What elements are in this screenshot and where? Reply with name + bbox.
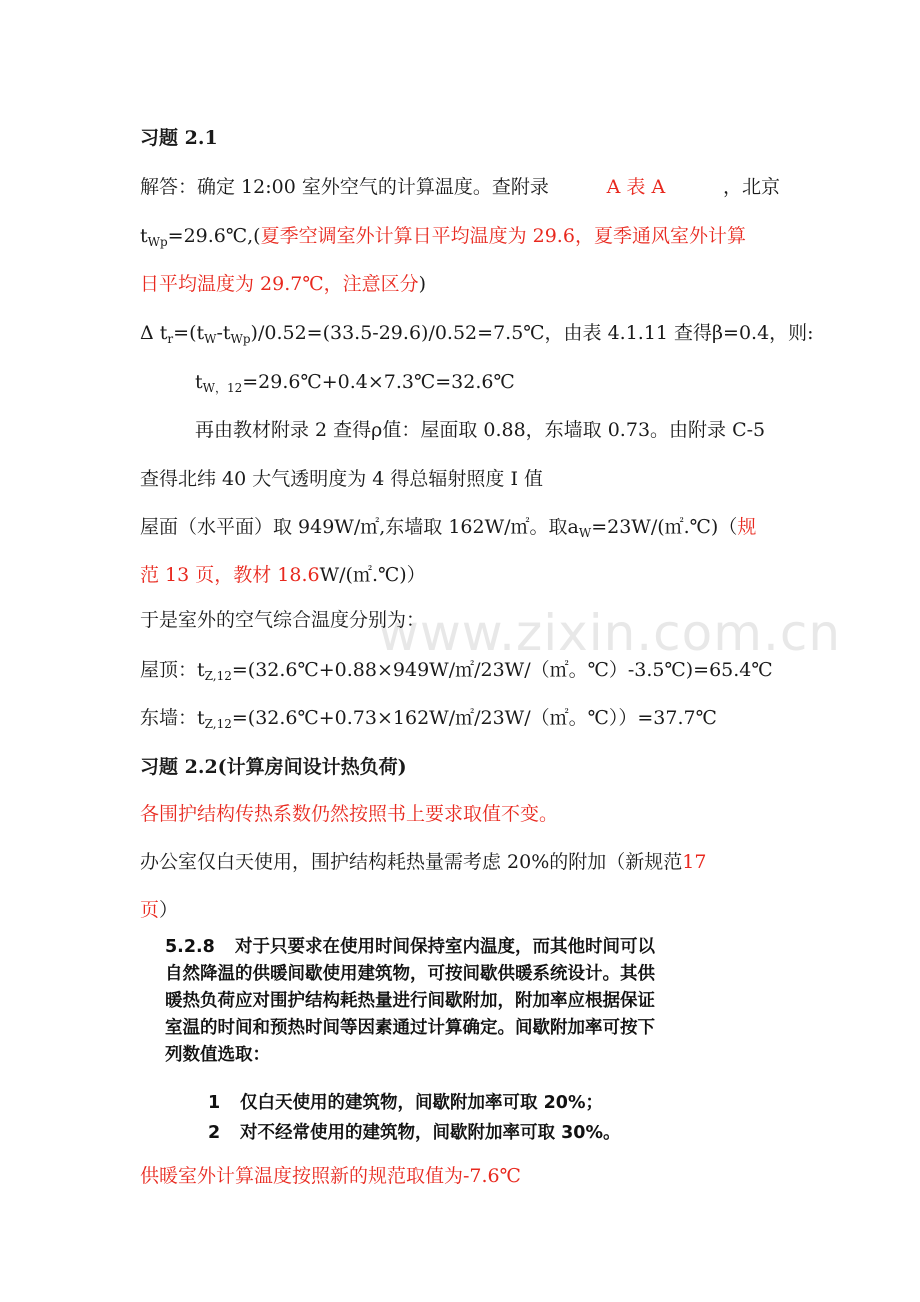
spec-ref-line	[140, 563, 426, 587]
clause-number: 5.2.8	[165, 937, 215, 957]
answer-intro-text: 解答：确定 12:00 室外空气的计算温度。查附录	[140, 176, 549, 198]
heat-transfer-note: 各围护结构传热系数仍然按照书上要求取值不变。	[140, 803, 559, 825]
item-2-number: 2	[208, 1123, 221, 1143]
watermark: www.zixin.com.cn	[378, 604, 842, 662]
east-wall-value: =(32.6℃+0.73×162W/㎡/23W/（㎡。℃））=37.7℃	[231, 707, 717, 729]
standard-line-1	[165, 934, 655, 961]
twp-value: =29.6℃,(	[167, 225, 261, 247]
minus-t: -t	[216, 322, 231, 344]
office-note-end	[140, 898, 178, 922]
twp-line	[140, 224, 746, 248]
standard-item-2	[208, 1120, 620, 1147]
delta-tr-eq: =(t	[173, 322, 205, 344]
answer-intro-line	[140, 175, 780, 199]
exercise-2-1-title: 习题 2.1	[140, 127, 218, 149]
latitude-line: 查得北纬 40 大气透明度为 4 得总辐射照度 I 值	[140, 468, 544, 490]
item-1-number: 1	[208, 1093, 221, 1113]
radiation-text: 屋面（水平面）取 949W/㎡,东墙取 162W/㎡。取a	[140, 516, 579, 538]
aw-sub: W	[578, 526, 592, 540]
delta-tr-line	[140, 321, 814, 345]
standard-text-1: 对于只要求在使用时间保持室内温度，而其他时间可以	[235, 937, 655, 957]
east-wall-sub: Z,12	[204, 717, 232, 731]
roof-label: 屋顶：t	[140, 659, 205, 681]
tw12-value: =29.6℃+0.4×7.3℃=32.6℃	[242, 371, 515, 393]
standard-line-5: 列数值选取：	[165, 1045, 270, 1065]
roof-sub: Z,12	[204, 669, 232, 683]
standard-excerpt	[165, 934, 655, 1069]
twp-symbol: t	[140, 225, 148, 247]
standard-line-2: 自然降温的供暖间歇使用建筑物，可按间歇供暖系统设计。其供	[165, 964, 655, 984]
tw12-sub: W，12	[202, 381, 243, 395]
office-note-page: 17	[682, 851, 707, 873]
item-2-text: 对不经常使用的建筑物，间歇附加率可取 30%。	[240, 1123, 621, 1143]
spec-ref-continued: 范 13 页，教材 18.6	[140, 564, 320, 586]
delta-tr-sub: r	[167, 332, 174, 346]
rho-line: 再由教材附录 2 查得ρ值：屋面取 0.88，东墙取 0.73。由附录 C-5	[195, 419, 766, 441]
standard-items	[0, 1090, 920, 1150]
spec-ref-unit: W/(㎡.℃)）	[319, 564, 426, 586]
roof-temp-line	[140, 658, 773, 682]
item-1-text: 仅白天使用的建筑物，间歇附加率可取 20%；	[240, 1093, 603, 1113]
twp-note-close: )	[418, 273, 427, 295]
twp-sub: Wp	[230, 332, 251, 346]
east-wall-label: 东墙：t	[140, 707, 205, 729]
standard-line-3: 暖热负荷应对围护结构耗热量进行间歇附加，附加率应根据保证	[165, 991, 655, 1011]
twp-note-line	[140, 272, 426, 296]
tw12-symbol: t	[195, 371, 203, 393]
delta-tr-symbol: Δ t	[140, 322, 168, 344]
twp-note-continued: 日平均温度为 29.7℃，注意区分	[140, 273, 419, 295]
standard-line-4: 室温的时间和预热时间等因素通过计算确定。间歇附加率可按下	[165, 1018, 655, 1038]
tw12-line	[195, 370, 515, 394]
office-note-page-word: 页	[140, 899, 160, 921]
aw-value: =23W/(㎡.℃)（	[591, 516, 738, 538]
east-wall-temp-line	[140, 706, 717, 730]
outdoor-temp-note: 供暖室外计算温度按照新的规范取值为-7.6℃	[140, 1165, 521, 1187]
sol-air-intro: 于是室外的空气综合温度分别为：	[140, 609, 426, 631]
office-note-close: ）	[159, 899, 179, 921]
twp-note: 夏季空调室外计算日平均温度为 29.6，夏季通风室外计算	[260, 225, 746, 247]
exercise-2-2-title: 习题 2.2(计算房间设计热负荷)	[140, 756, 407, 778]
spec-ref: 规	[737, 516, 757, 538]
twp-subscript: Wp	[147, 235, 168, 249]
radiation-line	[140, 515, 756, 539]
office-note-text: 办公室仅白天使用，围护结构耗热量需考虑 20%的附加（新规范	[140, 851, 683, 873]
tw-sub: W	[204, 332, 217, 346]
office-note-line	[140, 850, 706, 874]
roof-value: =(32.6℃+0.88×949W/㎡/23W/（㎡。℃）-3.5℃)=65.4℃	[231, 659, 773, 681]
appendix-ref: A 表 A	[606, 176, 666, 198]
delta-tr-value: )/0.52=(33.5-29.6)/0.52=7.5℃，由表 4.1.11 查得β=0.4，则:	[250, 322, 814, 344]
answer-intro-city: ，北京	[722, 176, 780, 198]
standard-item-1	[208, 1090, 603, 1117]
